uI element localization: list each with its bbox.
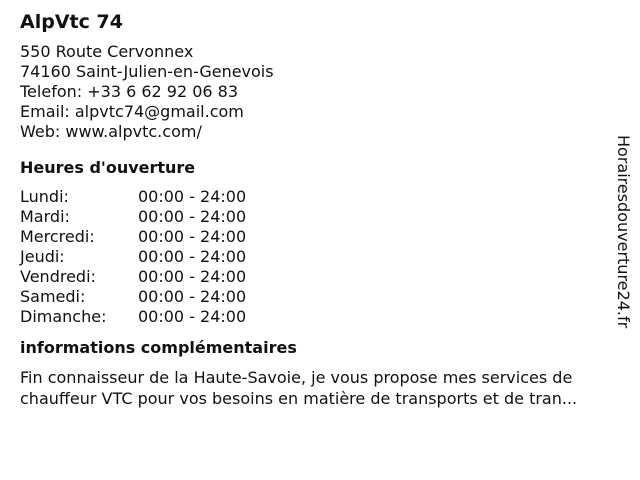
website-link[interactable]: Web: www.alpvtc.com/ [20,122,202,141]
description-line: chauffeur VTC pour vos besoins en matière de transports et de tran... [20,389,578,408]
time-range: 00:00 - 24:00 [138,287,247,306]
time-range: 00:00 - 24:00 [138,267,247,286]
hours-row-saturday [20,287,625,307]
address-city: 74160 Saint-Julien-en-Genevois [20,62,274,81]
hours-row-tuesday [20,207,625,227]
day-label: Samedi: [20,287,86,306]
additional-info-heading: informations complémentaires [20,338,297,357]
day-label: Jeudi: [20,247,65,266]
hours-row-thursday [20,247,625,267]
day-label: Lundi: [20,187,69,206]
hours-row-wednesday [20,227,625,247]
hours-row-monday [20,187,625,207]
time-range: 00:00 - 24:00 [138,207,247,226]
hours-row-friday [20,267,625,287]
opening-hours-heading: Heures d'ouverture [20,158,196,177]
phone-number[interactable]: Telefon: +33 6 62 92 06 83 [20,82,239,101]
time-range: 00:00 - 24:00 [138,187,247,206]
opening-hours-table [20,187,625,327]
description-text [20,367,628,409]
email-address[interactable]: Email: alpvtc74@gmail.com [20,102,244,121]
time-range: 00:00 - 24:00 [138,227,247,246]
business-name: AlpVtc 74 [20,11,123,33]
day-label: Mardi: [20,207,70,226]
time-range: 00:00 - 24:00 [138,247,247,266]
brand-watermark: Horairesdouverture24.fr [614,135,633,329]
address-street: 550 Route Cervonnex [20,42,194,61]
day-label: Vendredi: [20,267,96,286]
time-range: 00:00 - 24:00 [138,307,247,326]
hours-row-sunday [20,307,625,327]
day-label: Dimanche: [20,307,107,326]
business-card [20,8,625,409]
day-label: Mercredi: [20,227,95,246]
description-line: Fin connaisseur de la Haute-Savoie, je vous propose mes services de [20,368,573,387]
